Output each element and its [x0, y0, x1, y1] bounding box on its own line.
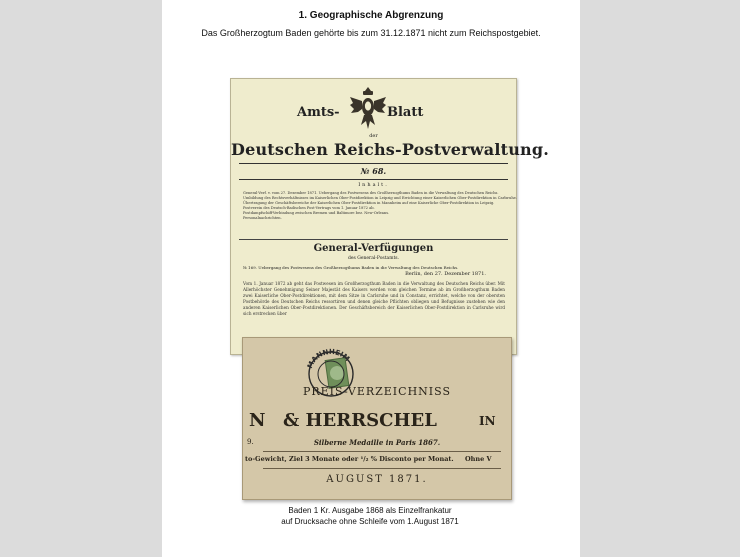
contents-item: Übertragung der Geschäftsbereiche der Kaiserlichen Ober-Postdirektion in Mannheim auf eine Kaiserliche Ober-Postdirektion in Leipzig.	[243, 201, 495, 205]
amts-heading: Amts-	[297, 105, 340, 120]
section-heading: General-Verfügungen	[313, 243, 434, 254]
terms-line-end: Ohne V	[465, 455, 492, 463]
page-subtitle: Das Großherzogtum Baden gehörte bis zum 31.12.1871 nicht zum Reichspostgebiet.	[201, 28, 541, 38]
section-subheading: des General-Postamts.	[347, 256, 400, 261]
der-label: der	[369, 133, 378, 139]
contents-item: Personalnachrichten.	[243, 216, 282, 220]
issue-number: № 68.	[360, 166, 387, 176]
issue-date: AUGUST 1871.	[326, 474, 428, 485]
firm-name: & HERRSCHEL	[283, 410, 437, 431]
row-number: 9.	[247, 438, 254, 446]
blatt-heading: Blatt	[387, 105, 424, 120]
divider	[239, 239, 508, 240]
imperial-eagle-icon	[349, 85, 387, 131]
caption-line-2: auf Drucksache ohne Schleife vom 1.August 1871	[281, 517, 459, 526]
contents-list	[243, 191, 517, 221]
firm-location: IN	[479, 414, 496, 428]
decree-title: № 169. Uebergang des Postwesens des Großherzogthums Baden in die Verwaltung des Deutschen Reichs.	[243, 265, 459, 270]
divider	[263, 468, 501, 469]
award-line: Silberne Medaille in Paris 1867.	[313, 438, 441, 447]
contents-heading: Inhalt.	[358, 182, 389, 188]
contents-item: Postdampfschiff-Verbindung zwischen Bremen und Baltimore bez. New-Orleans.	[243, 211, 390, 215]
decree-date: Berlin, den 27. Dezember 1871.	[405, 271, 486, 277]
contents-item: Postverein des Deutsch-Badischen Post-Vertrags vom 1. Januar 1872 ab.	[243, 206, 375, 210]
divider	[239, 163, 508, 164]
printed-matter-wrapper	[242, 337, 512, 500]
amtsblatt-document	[230, 78, 550, 355]
masthead-title: Deutschen Reichs-Postverwaltung.	[231, 140, 550, 159]
price-list-heading: PREIS-VERZEICHNISS	[302, 385, 452, 398]
firm-name-prefix: N	[249, 410, 266, 431]
divider	[263, 451, 501, 452]
caption-line-1: Baden 1 Kr. Ausgabe 1868 als Einzelfrankatur	[288, 506, 452, 515]
decree-body: Vom 1. Januar 1872 ab geht das Postwesen im Großherzogthum Baden in die Verwaltung des Deutschen Reichs über. Mit Allerhöchster Genehmigung Seiner Majestät des Kaisers werden vom gleichen Termine ab im Großherzogthum Baden zwei Kaiserliche Ober-Postdirektionen, mit dem Sitze in Carlsruhe und in Constanz, errichtet, welche von der obersten Postbehörde des Deutschen Reichs ressortiren und denen gleiche Pflichten obliegen und Befugnisse zustehen wie den anderen Kaiserlichen Ober-Postdirektionen. Der Geschäftsbereich der Kaiserlichen Ober-Postdirektion in Carlsruhe wird sich erstrecken über	[243, 281, 505, 316]
contents-item: General-Verf. v. vom 27. Dezember 1871. Uebergang des Postwesens des Großherzogthums Baden in die Verwaltung des Deutschen Reichs.	[243, 191, 499, 195]
page-title: 1. Geographische Abgrenzung	[298, 10, 444, 21]
divider	[239, 179, 508, 180]
postmark-text: MANNHEIM	[305, 347, 352, 370]
contents-item: Umbildung des Rechtsverhältnisses im Kaiserlichen Ober-Postdirektion in Leipzig und Errichtung einer Kaiserlichen Ober-Postdirektion in Carlsruhe.	[243, 196, 517, 200]
terms-line: to-Gewicht, Ziel 3 Monate oder ¹/₂ % Disconto per Monat.	[245, 455, 454, 463]
